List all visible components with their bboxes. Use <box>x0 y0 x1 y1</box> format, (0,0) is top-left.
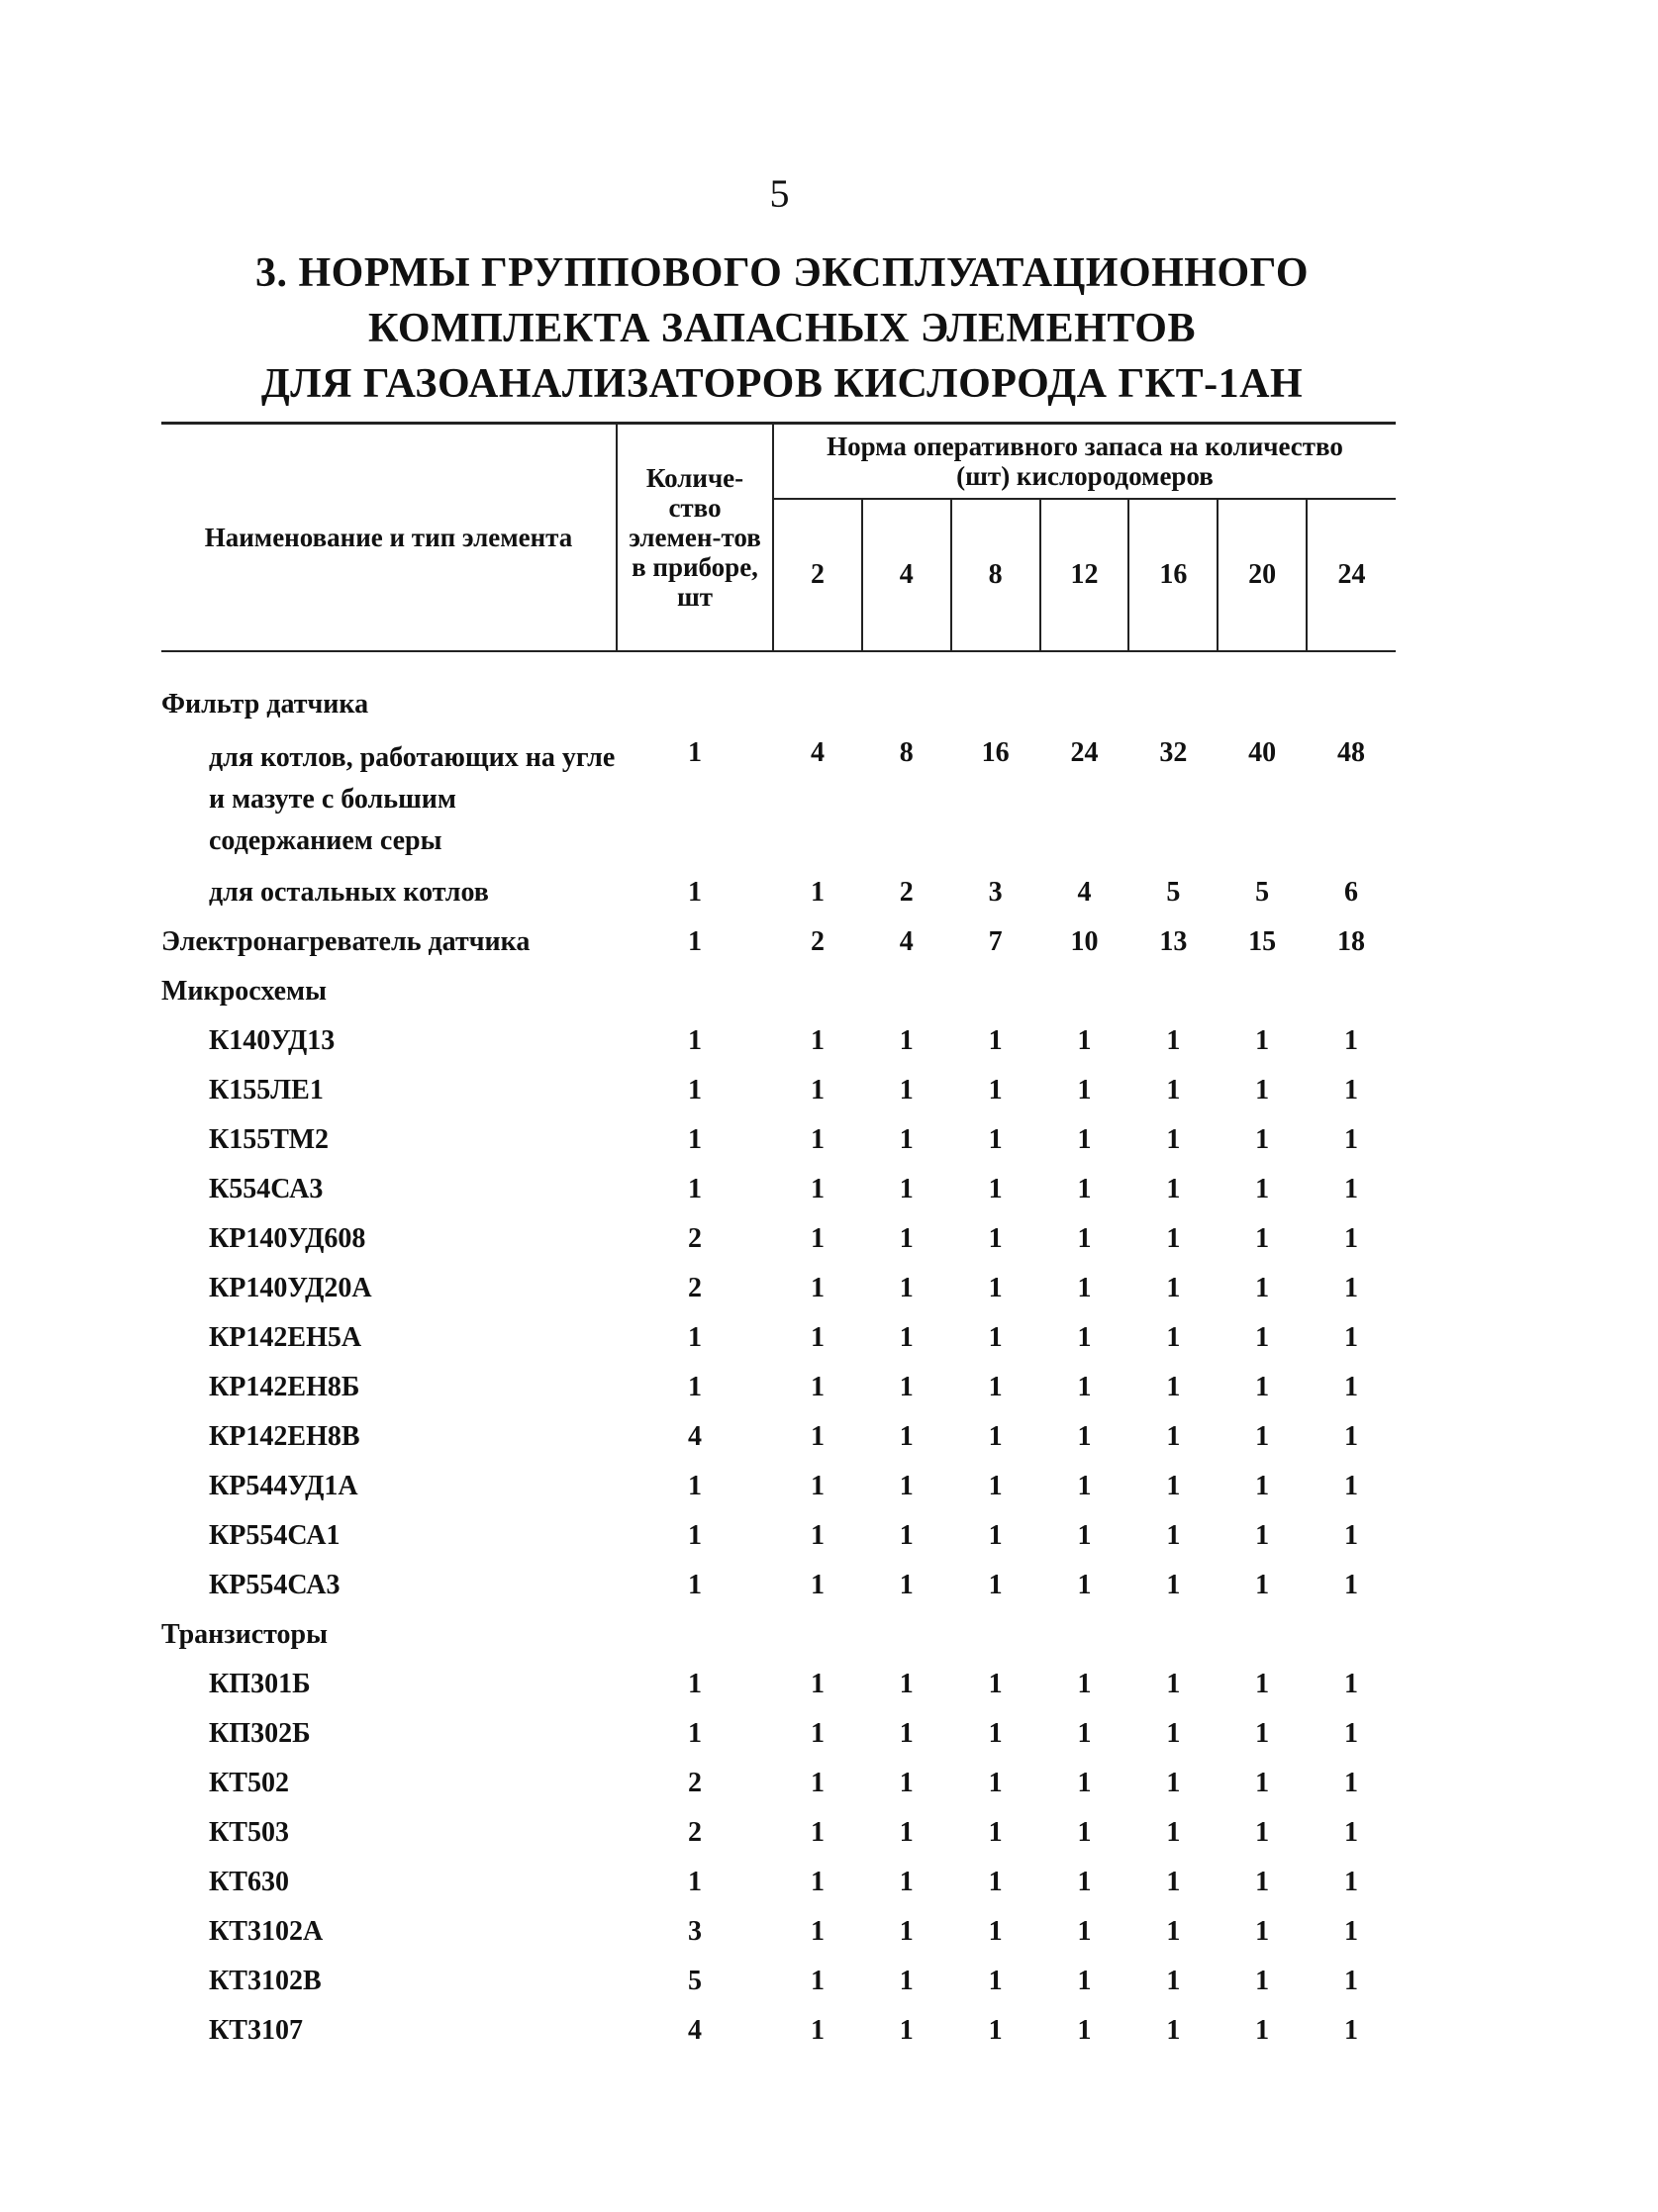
row-value: 1 <box>988 1768 1003 1798</box>
row-value: 1 <box>810 1520 825 1551</box>
row-value: 1 <box>899 1817 914 1848</box>
row-value: 1 <box>1166 1372 1181 1402</box>
header-count: 2 <box>773 499 862 651</box>
title-line-1: 3. НОРМЫ ГРУППОВОГО ЭКСПЛУАТАЦИОННОГО <box>254 250 1309 296</box>
row-name: Микросхемы <box>161 976 327 1007</box>
header-count: 8 <box>951 499 1040 651</box>
row-value: 1 <box>810 1421 825 1452</box>
row-value: 1 <box>1255 1273 1270 1303</box>
title-line-3: ДЛЯ ГАЗОАНАЛИЗАТОРОВ КИСЛОРОДА ГКТ-1АН <box>260 361 1304 407</box>
header-count: 16 <box>1128 499 1218 651</box>
row-value: 1 <box>988 1174 1003 1204</box>
row-value: 1 <box>1344 1075 1359 1106</box>
row-value: 1 <box>988 1025 1003 1056</box>
row-value: 1 <box>1255 1124 1270 1155</box>
row-name: для остальных котлов <box>209 877 489 908</box>
header-count: 24 <box>1307 499 1396 651</box>
row-value <box>1307 651 1396 729</box>
row-name: КР544УД1А <box>209 1471 358 1501</box>
row-qty: 2 <box>688 1223 703 1254</box>
row-value: 1 <box>899 1570 914 1600</box>
row-value: 1 <box>899 1174 914 1204</box>
row-value: 1 <box>988 1372 1003 1402</box>
row-value: 1 <box>899 1322 914 1353</box>
row-value: 1 <box>810 1817 825 1848</box>
row-qty: 5 <box>688 1966 703 1996</box>
row-name: КР142ЕН8В <box>209 1421 360 1452</box>
row-name: КТ630 <box>209 1867 289 1897</box>
title-line-2: КОМПЛЕКТА ЗАПАСНЫХ ЭЛЕМЕНТОВ <box>368 306 1196 351</box>
row-value: 2 <box>810 926 825 957</box>
row-value: 1 <box>1255 1223 1270 1254</box>
row-qty: 1 <box>688 1669 703 1699</box>
row-value: 1 <box>1077 1768 1092 1798</box>
row-value <box>951 967 1040 1016</box>
table-row <box>161 1511 1396 1561</box>
row-value: 1 <box>899 1718 914 1749</box>
row-value: 1 <box>1077 1471 1092 1501</box>
row-value: 1 <box>1166 1768 1181 1798</box>
table-row <box>161 1016 1396 1066</box>
row-value: 1 <box>899 1025 914 1056</box>
row-value: 1 <box>1344 1372 1359 1402</box>
table-row <box>161 1264 1396 1313</box>
row-value: 1 <box>988 1322 1003 1353</box>
row-value <box>1040 651 1129 729</box>
row-qty: 3 <box>688 1916 703 1947</box>
table-row <box>161 1214 1396 1264</box>
row-value: 1 <box>1344 1570 1359 1600</box>
row-value: 1 <box>1077 1075 1092 1106</box>
row-value: 1 <box>988 1867 1003 1897</box>
row-qty: 1 <box>688 1075 703 1106</box>
row-value: 1 <box>810 1718 825 1749</box>
row-value: 1 <box>899 1520 914 1551</box>
row-name: К140УД13 <box>209 1025 336 1056</box>
row-value: 1 <box>1077 1669 1092 1699</box>
row-value: 1 <box>1166 1421 1181 1452</box>
row-name: К155ЛЕ1 <box>209 1075 324 1106</box>
row-value: 1 <box>1255 1471 1270 1501</box>
header-name: Наименование и тип элемента <box>161 424 617 652</box>
row-value: 1 <box>1077 1520 1092 1551</box>
row-value: 1 <box>810 1966 825 1996</box>
row-value: 1 <box>1166 1867 1181 1897</box>
row-value: 32 <box>1159 737 1188 768</box>
row-value: 1 <box>988 1471 1003 1501</box>
row-value <box>1218 1610 1307 1660</box>
row-name: КР142ЕН8Б <box>209 1372 360 1402</box>
table-row <box>161 1412 1396 1462</box>
row-value: 1 <box>899 1273 914 1303</box>
row-value: 1 <box>1255 1570 1270 1600</box>
table-row <box>161 1858 1396 1907</box>
row-value: 1 <box>899 1471 914 1501</box>
row-value <box>1128 651 1218 729</box>
row-qty: 1 <box>688 1471 703 1501</box>
row-value <box>1128 967 1218 1016</box>
table-row <box>161 1907 1396 1957</box>
row-value: 1 <box>988 1966 1003 1996</box>
row-qty: 1 <box>688 877 703 908</box>
row-name: КТ3107 <box>209 2015 303 2046</box>
row-value: 1 <box>1255 1966 1270 1996</box>
row-value <box>951 651 1040 729</box>
row-value: 1 <box>1166 1471 1181 1501</box>
row-value: 1 <box>1166 1174 1181 1204</box>
row-qty: 1 <box>688 1570 703 1600</box>
table-header <box>161 424 1396 652</box>
row-value: 1 <box>1344 1718 1359 1749</box>
row-value: 1 <box>1255 1025 1270 1056</box>
row-qty: 4 <box>688 2015 703 2046</box>
header-qty: Количе-ство элемен-тов в приборе, шт <box>617 424 773 652</box>
row-value: 24 <box>1070 737 1099 768</box>
row-value: 8 <box>899 737 914 768</box>
row-qty: 1 <box>688 737 703 768</box>
row-value: 1 <box>1344 1966 1359 1996</box>
row-value <box>1218 967 1307 1016</box>
row-value: 2 <box>899 877 914 908</box>
row-value: 1 <box>1344 1768 1359 1798</box>
row-qty: 1 <box>688 1025 703 1056</box>
row-value <box>773 1610 862 1660</box>
row-qty <box>617 1610 773 1660</box>
page-number: 5 <box>769 171 790 216</box>
row-value: 1 <box>810 1867 825 1897</box>
row-value: 1 <box>1077 1273 1092 1303</box>
row-value: 1 <box>1077 1372 1092 1402</box>
row-value: 1 <box>810 877 825 908</box>
table-row <box>161 1561 1396 1610</box>
row-name: КП301Б <box>209 1669 311 1699</box>
row-value: 1 <box>988 2015 1003 2046</box>
row-value: 1 <box>1077 1174 1092 1204</box>
row-value: 1 <box>1255 1669 1270 1699</box>
row-value: 1 <box>899 1966 914 1996</box>
row-value: 1 <box>1344 1817 1359 1848</box>
row-value: 1 <box>1166 1322 1181 1353</box>
row-value: 1 <box>988 1124 1003 1155</box>
row-value: 1 <box>1344 1471 1359 1501</box>
row-value: 1 <box>810 1916 825 1947</box>
row-value: 1 <box>810 1124 825 1155</box>
row-value: 1 <box>899 1669 914 1699</box>
row-value: 1 <box>810 1273 825 1303</box>
row-value: 1 <box>988 1223 1003 1254</box>
row-value: 1 <box>1344 1025 1359 1056</box>
row-value: 1 <box>988 1421 1003 1452</box>
row-value: 1 <box>1166 1223 1181 1254</box>
row-name: К155ТМ2 <box>209 1124 330 1155</box>
row-value: 1 <box>1255 1817 1270 1848</box>
row-value: 4 <box>810 737 825 768</box>
row-value: 1 <box>1255 1916 1270 1947</box>
table-row <box>161 729 1396 868</box>
row-value: 1 <box>988 1570 1003 1600</box>
row-value: 48 <box>1337 737 1366 768</box>
row-value: 1 <box>1255 1322 1270 1353</box>
row-value: 1 <box>1077 1570 1092 1600</box>
spare-parts-table <box>161 422 1396 2056</box>
row-value: 1 <box>988 1520 1003 1551</box>
row-value: 1 <box>810 1025 825 1056</box>
row-qty: 1 <box>688 1124 703 1155</box>
row-value: 1 <box>1166 1273 1181 1303</box>
row-value <box>862 1610 951 1660</box>
row-value: 1 <box>810 1471 825 1501</box>
row-value: 40 <box>1248 737 1277 768</box>
row-qty: 2 <box>688 1817 703 1848</box>
row-value: 1 <box>810 1322 825 1353</box>
row-value: 1 <box>1344 1520 1359 1551</box>
row-value: 1 <box>1077 1025 1092 1056</box>
row-value: 1 <box>899 1768 914 1798</box>
row-value: 1 <box>1255 2015 1270 2046</box>
row-value: 1 <box>810 1768 825 1798</box>
row-value: 1 <box>1344 1273 1359 1303</box>
row-value <box>773 651 862 729</box>
row-value <box>1218 651 1307 729</box>
row-name: КТ3102В <box>209 1966 322 1996</box>
row-value: 18 <box>1337 926 1366 957</box>
row-value: 5 <box>1166 877 1181 908</box>
row-name: КТ503 <box>209 1817 289 1848</box>
row-qty: 1 <box>688 1520 703 1551</box>
row-value <box>1307 1610 1396 1660</box>
table-row <box>161 1115 1396 1165</box>
row-value <box>862 651 951 729</box>
row-value: 1 <box>899 1075 914 1106</box>
row-value: 6 <box>1344 877 1359 908</box>
row-value: 1 <box>1077 1124 1092 1155</box>
row-value: 1 <box>988 1075 1003 1106</box>
row-value: 1 <box>1166 1817 1181 1848</box>
row-name: КР140УД608 <box>209 1223 366 1254</box>
row-value: 1 <box>1344 1867 1359 1897</box>
table-row <box>161 651 1396 729</box>
row-value: 1 <box>1255 1075 1270 1106</box>
row-value: 3 <box>988 877 1003 908</box>
row-value: 1 <box>988 1273 1003 1303</box>
header-count: 12 <box>1040 499 1129 651</box>
row-value: 1 <box>1255 1421 1270 1452</box>
row-name: Фильтр датчика <box>161 689 369 720</box>
row-value: 1 <box>899 1421 914 1452</box>
row-name: КР554СА3 <box>209 1570 341 1600</box>
row-value <box>862 967 951 1016</box>
row-value: 1 <box>1344 1223 1359 1254</box>
row-name: КП302Б <box>209 1718 311 1749</box>
row-value: 13 <box>1159 926 1188 957</box>
row-value: 1 <box>810 1223 825 1254</box>
table-row <box>161 1066 1396 1115</box>
table-row <box>161 1462 1396 1511</box>
table-row <box>161 1610 1396 1660</box>
row-value: 1 <box>1077 2015 1092 2046</box>
row-value: 1 <box>1344 1322 1359 1353</box>
row-value: 5 <box>1255 877 1270 908</box>
table-row <box>161 917 1396 967</box>
row-qty: 1 <box>688 1372 703 1402</box>
row-value: 1 <box>988 1817 1003 1848</box>
row-value: 1 <box>810 1174 825 1204</box>
row-value: 7 <box>988 926 1003 957</box>
row-value: 1 <box>1344 1421 1359 1452</box>
row-name: для котлов, работающих на угле и мазуте с большим содержанием серы <box>209 742 616 856</box>
row-value: 1 <box>1255 1372 1270 1402</box>
row-qty: 1 <box>688 1174 703 1204</box>
row-qty: 1 <box>688 1867 703 1897</box>
row-value: 1 <box>1077 1223 1092 1254</box>
row-value: 1 <box>810 1372 825 1402</box>
row-value: 1 <box>1255 1867 1270 1897</box>
row-qty: 2 <box>688 1273 703 1303</box>
row-value: 1 <box>1077 1718 1092 1749</box>
row-value: 1 <box>1166 1025 1181 1056</box>
table-row <box>161 1759 1396 1808</box>
table-row <box>161 1660 1396 1709</box>
row-value: 1 <box>1166 1916 1181 1947</box>
row-value: 1 <box>1344 2015 1359 2046</box>
row-value: 1 <box>1166 1124 1181 1155</box>
row-value: 1 <box>1077 1322 1092 1353</box>
row-value: 1 <box>810 2015 825 2046</box>
row-value: 1 <box>1077 1867 1092 1897</box>
row-value: 1 <box>810 1075 825 1106</box>
row-value: 1 <box>1255 1718 1270 1749</box>
row-value: 1 <box>1166 1520 1181 1551</box>
row-value: 1 <box>1166 1669 1181 1699</box>
row-value: 1 <box>899 2015 914 2046</box>
row-qty: 1 <box>688 1718 703 1749</box>
row-value: 1 <box>988 1718 1003 1749</box>
table-row <box>161 1808 1396 1858</box>
row-value: 1 <box>1166 1570 1181 1600</box>
row-value: 1 <box>899 1916 914 1947</box>
row-value: 1 <box>1077 1916 1092 1947</box>
row-value: 4 <box>1077 877 1092 908</box>
table-row <box>161 868 1396 917</box>
row-value: 1 <box>1344 1916 1359 1947</box>
row-value: 1 <box>1166 1966 1181 1996</box>
row-name: Транзисторы <box>161 1619 328 1650</box>
row-value: 15 <box>1248 926 1277 957</box>
row-value: 1 <box>1255 1520 1270 1551</box>
row-value <box>773 967 862 1016</box>
row-value: 1 <box>988 1916 1003 1947</box>
row-name: КР142ЕН5А <box>209 1322 362 1353</box>
row-value: 1 <box>1166 1718 1181 1749</box>
row-value: 1 <box>1166 1075 1181 1106</box>
row-name: К554СА3 <box>209 1174 324 1204</box>
row-value: 1 <box>810 1669 825 1699</box>
row-value <box>1307 967 1396 1016</box>
row-value: 1 <box>899 1223 914 1254</box>
row-qty: 4 <box>688 1421 703 1452</box>
row-name: КР140УД20А <box>209 1273 372 1303</box>
table-row <box>161 1313 1396 1363</box>
row-value: 1 <box>1077 1817 1092 1848</box>
row-value: 1 <box>1344 1174 1359 1204</box>
table-row <box>161 1709 1396 1759</box>
row-qty: 1 <box>688 1322 703 1353</box>
row-value: 16 <box>981 737 1010 768</box>
row-qty: 1 <box>688 926 703 957</box>
row-qty: 2 <box>688 1768 703 1798</box>
row-name: Электронагреватель датчика <box>161 926 531 957</box>
row-value: 1 <box>899 1867 914 1897</box>
row-name: КР554СА1 <box>209 1520 341 1551</box>
row-qty <box>617 651 773 729</box>
header-count: 20 <box>1218 499 1307 651</box>
header-count: 4 <box>862 499 951 651</box>
table-row <box>161 1363 1396 1412</box>
row-value: 1 <box>1077 1966 1092 1996</box>
row-value: 1 <box>899 1372 914 1402</box>
row-value: 1 <box>1255 1768 1270 1798</box>
header-norm: Норма оперативного запаса на количество (шт) кислородомеров <box>773 424 1396 500</box>
row-value: 1 <box>1255 1174 1270 1204</box>
row-qty <box>617 967 773 1016</box>
row-value: 10 <box>1070 926 1099 957</box>
row-value: 1 <box>899 1124 914 1155</box>
row-value: 1 <box>1344 1124 1359 1155</box>
row-value: 4 <box>899 926 914 957</box>
row-name: КТ3102А <box>209 1916 324 1947</box>
table-row <box>161 967 1396 1016</box>
row-value: 1 <box>1344 1669 1359 1699</box>
row-value <box>1128 1610 1218 1660</box>
page-title <box>158 245 1406 412</box>
row-value <box>1040 967 1129 1016</box>
row-value: 1 <box>1166 2015 1181 2046</box>
row-value <box>951 1610 1040 1660</box>
table-row <box>161 2006 1396 2056</box>
row-value: 1 <box>810 1570 825 1600</box>
row-value: 1 <box>988 1669 1003 1699</box>
row-value <box>1040 1610 1129 1660</box>
row-name: КТ502 <box>209 1768 289 1798</box>
table-body <box>161 651 1396 2056</box>
table-row <box>161 1165 1396 1214</box>
table-row <box>161 1957 1396 2006</box>
row-value: 1 <box>1077 1421 1092 1452</box>
